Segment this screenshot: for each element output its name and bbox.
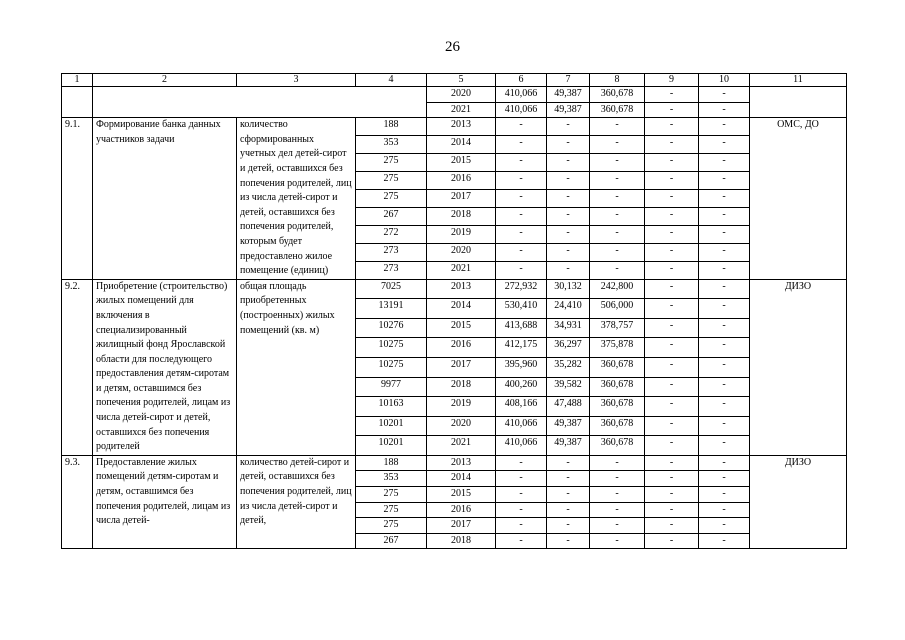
- value-cell: -: [547, 243, 590, 261]
- value-cell: -: [547, 225, 590, 243]
- value-cell: -: [645, 299, 699, 319]
- value-cell: 360,678: [590, 357, 645, 377]
- year-cell: 2016: [427, 502, 496, 518]
- target-value: 10163: [356, 397, 427, 417]
- value-cell: 34,931: [547, 318, 590, 338]
- value-cell: -: [645, 397, 699, 417]
- value-cell: -: [699, 87, 750, 103]
- value-cell: -: [645, 225, 699, 243]
- target-value: 10201: [356, 416, 427, 436]
- target-value: 10201: [356, 436, 427, 456]
- value-cell: -: [645, 533, 699, 549]
- value-cell: -: [645, 502, 699, 518]
- year-cell: 2013: [427, 455, 496, 471]
- value-cell: -: [590, 118, 645, 136]
- value-cell: 360,678: [590, 416, 645, 436]
- col-header: 5: [427, 74, 496, 87]
- value-cell: -: [645, 87, 699, 103]
- target-value: 353: [356, 136, 427, 154]
- value-cell: -: [547, 487, 590, 503]
- value-cell: -: [699, 518, 750, 534]
- value-cell: -: [590, 136, 645, 154]
- item-name: Предоставление жилых помещений детям-сиротам и детям, оставшимся без попечения родителей, лицам из числа детей-: [93, 455, 237, 549]
- value-cell: 400,260: [496, 377, 547, 397]
- value-cell: -: [699, 261, 750, 279]
- target-value: 10276: [356, 318, 427, 338]
- value-cell: -: [645, 243, 699, 261]
- value-cell: -: [590, 225, 645, 243]
- year-cell: 2019: [427, 225, 496, 243]
- value-cell: -: [496, 154, 547, 172]
- value-cell: -: [645, 357, 699, 377]
- value-cell: -: [547, 154, 590, 172]
- year-cell: 2013: [427, 118, 496, 136]
- value-cell: -: [547, 518, 590, 534]
- value-cell: -: [547, 261, 590, 279]
- col-header: 11: [750, 74, 847, 87]
- value-cell: 360,678: [590, 102, 645, 118]
- item-number: 9.1.: [62, 118, 93, 280]
- item-indicator: общая площадь приобретенных (построенных) жилых помещений (кв. м): [237, 279, 356, 455]
- value-cell: -: [496, 243, 547, 261]
- col-header: 9: [645, 74, 699, 87]
- col-header: 1: [62, 74, 93, 87]
- value-cell: 47,488: [547, 397, 590, 417]
- value-cell: -: [645, 318, 699, 338]
- value-cell: -: [699, 118, 750, 136]
- target-value: 353: [356, 471, 427, 487]
- value-cell: -: [496, 502, 547, 518]
- year-cell: 2015: [427, 318, 496, 338]
- value-cell: -: [699, 189, 750, 207]
- item-executor: ДИЗО: [750, 279, 847, 455]
- value-cell: -: [699, 436, 750, 456]
- value-cell: -: [590, 471, 645, 487]
- value-cell: -: [645, 207, 699, 225]
- value-cell: 375,878: [590, 338, 645, 358]
- year-cell: 2018: [427, 207, 496, 225]
- page-number: 26: [445, 39, 460, 55]
- value-cell: 242,800: [590, 279, 645, 299]
- value-cell: -: [699, 136, 750, 154]
- target-value: 275: [356, 487, 427, 503]
- value-cell: -: [496, 118, 547, 136]
- target-value: 10275: [356, 357, 427, 377]
- value-cell: 30,132: [547, 279, 590, 299]
- year-cell: 2016: [427, 172, 496, 190]
- table-row: [62, 455, 847, 471]
- value-cell: -: [496, 518, 547, 534]
- value-cell: -: [699, 487, 750, 503]
- col-header: 8: [590, 74, 645, 87]
- value-cell: -: [590, 502, 645, 518]
- target-value: 267: [356, 207, 427, 225]
- value-cell: -: [547, 471, 590, 487]
- value-cell: 506,000: [590, 299, 645, 319]
- value-cell: -: [547, 136, 590, 154]
- value-cell: -: [645, 172, 699, 190]
- value-cell: -: [699, 416, 750, 436]
- value-cell: -: [547, 189, 590, 207]
- year-cell: 2017: [427, 518, 496, 534]
- value-cell: 49,387: [547, 416, 590, 436]
- value-cell: -: [590, 261, 645, 279]
- year-cell: 2019: [427, 397, 496, 417]
- target-value: 275: [356, 518, 427, 534]
- value-cell: -: [699, 455, 750, 471]
- value-cell: -: [645, 377, 699, 397]
- target-value: 188: [356, 455, 427, 471]
- value-cell: -: [645, 436, 699, 456]
- value-cell: -: [496, 487, 547, 503]
- value-cell: -: [645, 189, 699, 207]
- target-value: 272: [356, 225, 427, 243]
- target-value: 267: [356, 533, 427, 549]
- value-cell: 395,960: [496, 357, 547, 377]
- year-cell: 2014: [427, 471, 496, 487]
- item-number: 9.3.: [62, 455, 93, 549]
- value-cell: -: [496, 471, 547, 487]
- value-cell: -: [699, 533, 750, 549]
- col-header: 10: [699, 74, 750, 87]
- value-cell: -: [547, 118, 590, 136]
- value-cell: -: [590, 533, 645, 549]
- value-cell: 530,410: [496, 299, 547, 319]
- value-cell: 360,678: [590, 397, 645, 417]
- value-cell: 410,066: [496, 416, 547, 436]
- value-cell: -: [645, 102, 699, 118]
- value-cell: 360,678: [590, 436, 645, 456]
- col-header: 3: [237, 74, 356, 87]
- value-cell: -: [547, 502, 590, 518]
- value-cell: -: [590, 154, 645, 172]
- year-cell: 2020: [427, 87, 496, 103]
- value-cell: -: [645, 518, 699, 534]
- target-value: 275: [356, 189, 427, 207]
- value-cell: 413,688: [496, 318, 547, 338]
- table-body: [62, 87, 847, 549]
- value-cell: -: [645, 338, 699, 358]
- value-cell: -: [496, 455, 547, 471]
- value-cell: -: [699, 357, 750, 377]
- empty-cell: [62, 87, 93, 118]
- value-cell: -: [547, 455, 590, 471]
- table-row: [62, 87, 847, 103]
- value-cell: 49,387: [547, 102, 590, 118]
- year-cell: 2013: [427, 279, 496, 299]
- value-cell: -: [699, 225, 750, 243]
- target-value: 188: [356, 118, 427, 136]
- value-cell: 272,932: [496, 279, 547, 299]
- year-cell: 2018: [427, 533, 496, 549]
- col-header: 6: [496, 74, 547, 87]
- year-cell: 2020: [427, 243, 496, 261]
- value-cell: -: [547, 533, 590, 549]
- value-cell: -: [645, 154, 699, 172]
- year-cell: 2021: [427, 261, 496, 279]
- value-cell: -: [699, 207, 750, 225]
- empty-cell: [93, 87, 427, 118]
- year-cell: 2017: [427, 357, 496, 377]
- program-table: [61, 73, 847, 549]
- table-row: [62, 279, 847, 299]
- target-value: 275: [356, 154, 427, 172]
- year-cell: 2020: [427, 416, 496, 436]
- year-cell: 2016: [427, 338, 496, 358]
- value-cell: -: [547, 207, 590, 225]
- value-cell: -: [699, 299, 750, 319]
- item-name: Формирование банка данных участников задачи: [93, 118, 237, 280]
- value-cell: 49,387: [547, 87, 590, 103]
- empty-cell: [750, 87, 847, 118]
- value-cell: -: [645, 279, 699, 299]
- item-indicator: количество сформированных учетных дел детей-сирот и детей, оставшихся без попечения родителей, лиц из числа детей-сирот и детей, оставшихся без попечения родителей, которым будет предоставлено жилое помещение (единиц): [237, 118, 356, 280]
- value-cell: 35,282: [547, 357, 590, 377]
- value-cell: 360,678: [590, 377, 645, 397]
- value-cell: 378,757: [590, 318, 645, 338]
- year-cell: 2014: [427, 136, 496, 154]
- value-cell: -: [645, 118, 699, 136]
- value-cell: -: [496, 207, 547, 225]
- value-cell: -: [645, 261, 699, 279]
- target-value: 275: [356, 172, 427, 190]
- value-cell: -: [590, 455, 645, 471]
- value-cell: 360,678: [590, 87, 645, 103]
- item-number: 9.2.: [62, 279, 93, 455]
- item-executor: ОМС, ДО: [750, 118, 847, 280]
- column-number-row: [62, 74, 847, 87]
- value-cell: 410,066: [496, 87, 547, 103]
- col-header: 7: [547, 74, 590, 87]
- value-cell: -: [699, 154, 750, 172]
- year-cell: 2018: [427, 377, 496, 397]
- value-cell: 410,066: [496, 436, 547, 456]
- year-cell: 2021: [427, 436, 496, 456]
- item-executor: ДИЗО: [750, 455, 847, 549]
- value-cell: -: [590, 243, 645, 261]
- value-cell: -: [699, 102, 750, 118]
- table-row: [62, 118, 847, 136]
- value-cell: -: [496, 261, 547, 279]
- value-cell: -: [590, 207, 645, 225]
- value-cell: -: [645, 136, 699, 154]
- value-cell: -: [699, 471, 750, 487]
- target-value: 273: [356, 243, 427, 261]
- value-cell: -: [645, 471, 699, 487]
- value-cell: 24,410: [547, 299, 590, 319]
- value-cell: -: [699, 243, 750, 261]
- value-cell: -: [590, 172, 645, 190]
- value-cell: -: [590, 518, 645, 534]
- value-cell: -: [645, 416, 699, 436]
- value-cell: -: [547, 172, 590, 190]
- year-cell: 2017: [427, 189, 496, 207]
- value-cell: 49,387: [547, 436, 590, 456]
- value-cell: -: [645, 455, 699, 471]
- value-cell: 410,066: [496, 102, 547, 118]
- value-cell: 39,582: [547, 377, 590, 397]
- value-cell: -: [496, 136, 547, 154]
- target-value: 275: [356, 502, 427, 518]
- value-cell: -: [699, 318, 750, 338]
- item-indicator: количество детей-сирот и детей, оставшихся без попечения родителей, лиц из числа детей-сирот и детей,: [237, 455, 356, 549]
- value-cell: -: [496, 172, 547, 190]
- target-value: 10275: [356, 338, 427, 358]
- target-value: 13191: [356, 299, 427, 319]
- value-cell: 36,297: [547, 338, 590, 358]
- value-cell: 412,175: [496, 338, 547, 358]
- item-name: Приобретение (строительство) жилых помещений для включения в специализированный жилищный фонд Ярославской области для последующего предоставления детям-сиротам и детям, оставшимся без попечения родителей, лицам из числа детей-сирот и детей, оставшихся без попечения родителей: [93, 279, 237, 455]
- target-value: 7025: [356, 279, 427, 299]
- target-value: 273: [356, 261, 427, 279]
- value-cell: -: [699, 397, 750, 417]
- value-cell: 408,166: [496, 397, 547, 417]
- year-cell: 2015: [427, 154, 496, 172]
- value-cell: -: [496, 533, 547, 549]
- value-cell: -: [699, 338, 750, 358]
- value-cell: -: [699, 172, 750, 190]
- value-cell: -: [699, 279, 750, 299]
- year-cell: 2021: [427, 102, 496, 118]
- value-cell: -: [699, 502, 750, 518]
- target-value: 9977: [356, 377, 427, 397]
- value-cell: -: [645, 487, 699, 503]
- col-header: 4: [356, 74, 427, 87]
- value-cell: -: [590, 487, 645, 503]
- year-cell: 2014: [427, 299, 496, 319]
- value-cell: -: [496, 189, 547, 207]
- value-cell: -: [590, 189, 645, 207]
- value-cell: -: [496, 225, 547, 243]
- value-cell: -: [699, 377, 750, 397]
- year-cell: 2015: [427, 487, 496, 503]
- col-header: 2: [93, 74, 237, 87]
